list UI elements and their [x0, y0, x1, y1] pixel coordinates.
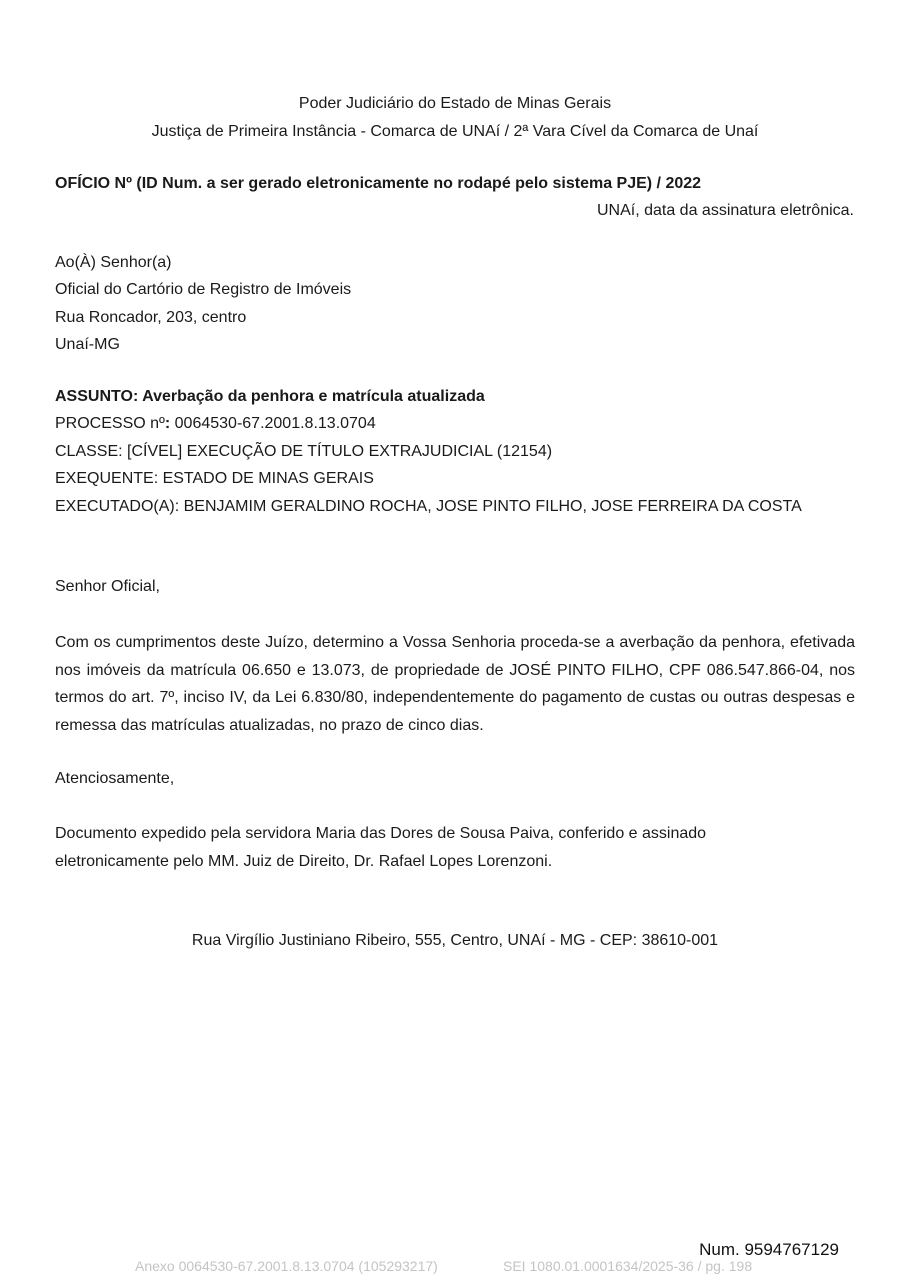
process-value: 0064530-67.2001.8.13.0704 [170, 415, 376, 432]
place-date: UNAí, data da assinatura eletrônica. [596, 202, 854, 219]
process-colon: : [164, 415, 171, 432]
recipient-salutation: Ao(À) Senhor(a) [55, 254, 172, 271]
salutation: Senhor Oficial, [55, 578, 160, 595]
case-class: CLASSE: [CÍVEL] EXECUÇÃO DE TÍTULO EXTRAJUDICIAL (12154) [55, 443, 553, 460]
annex-stamp: Anexo 0064530-67.2001.8.13.0704 (105293217) [135, 1258, 438, 1274]
signature-line-1: Documento expedido pela servidora Maria das Dores de Sousa Paiva, conferido e assinado [55, 825, 707, 842]
plaintiff: EXEQUENTE: ESTADO DE MINAS GERAIS [55, 470, 374, 487]
court-name: Poder Judiciário do Estado de Minas Gerais [298, 95, 612, 112]
oficio-title: OFÍCIO Nº (ID Num. a ser gerado eletronicamente no rodapé pelo sistema PJE) / 2022 [55, 175, 702, 192]
closing: Atenciosamente, [55, 770, 175, 787]
subject: ASSUNTO: Averbação da penhora e matrícula atualizada [55, 388, 485, 405]
recipient-title: Oficial do Cartório de Registro de Imóveis [55, 281, 352, 298]
recipient-city: Unaí-MG [55, 336, 120, 353]
court-address: Rua Virgílio Justiniano Ribeiro, 555, Centro, UNAí - MG - CEP: 38610-001 [191, 932, 719, 949]
body-paragraph: Com os cumprimentos deste Juízo, determino a Vossa Senhoria proceda-se a averbação da penhora, efetivada nos imóveis da matrícula 06.650 e 13.073, de propriedade de JOSÉ PINTO FILHO, CPF 086.547.866-04, nos termos do art. 7º, inciso IV, da Lei 6.830/80, independentemente do pagamento de custas ou outras despesas e remessa das matrículas atualizadas, no prazo de cinco dias. [55, 634, 855, 734]
process-number [55, 414, 376, 434]
defendants: EXECUTADO(A): BENJAMIM GERALDINO ROCHA, JOSE PINTO FILHO, JOSE FERREIRA DA COSTA [55, 498, 802, 515]
document-number: Num. 9594767129 [699, 1240, 839, 1259]
sei-stamp: SEI 1080.01.0001634/2025-36 / pg. 198 [503, 1258, 753, 1274]
recipient-street: Rua Roncador, 203, centro [55, 309, 247, 326]
court-division: Justiça de Primeira Instância - Comarca de UNAí / 2ª Vara Cível da Comarca de Unaí [151, 123, 759, 140]
process-label: PROCESSO nº [55, 415, 165, 432]
signature-line-2: eletronicamente pelo MM. Juiz de Direito, Dr. Rafael Lopes Lorenzoni. [55, 853, 553, 870]
